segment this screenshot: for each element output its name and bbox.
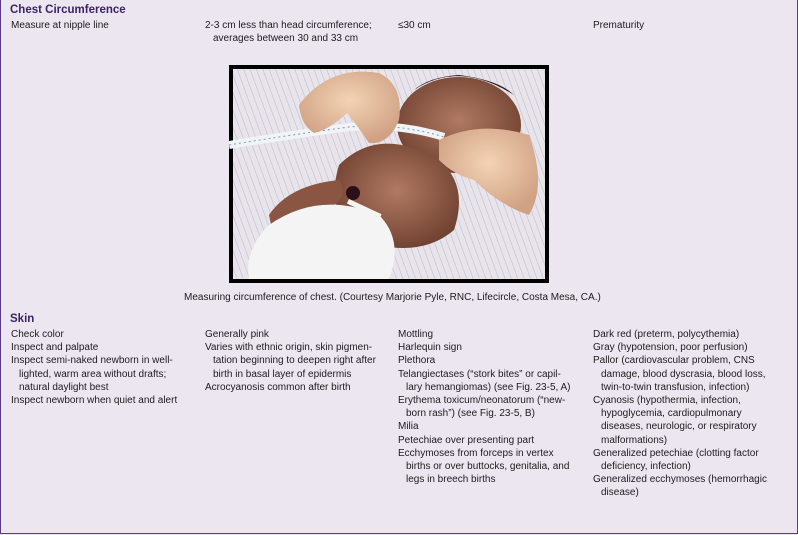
skin-col-normal bbox=[205, 328, 376, 394]
chest-col2-line: averages between 30 and 33 cm bbox=[213, 33, 359, 45]
skin-col3-line: Mottling bbox=[398, 329, 434, 340]
skin-col1-line: Check color bbox=[11, 329, 64, 340]
skin-col2-line: Acrocyanosis common after birth bbox=[205, 381, 351, 393]
chest-col-deviation bbox=[398, 19, 431, 32]
skin-col1-line: Inspect newborn when quiet and alert bbox=[11, 395, 178, 407]
chest-col3-line: ≤30 cm bbox=[398, 20, 431, 31]
skin-col4-line: malformations) bbox=[601, 434, 668, 446]
skin-col4-line: Dark red (preterm, polycythemia) bbox=[593, 329, 740, 340]
skin-col2-line: tation beginning to deepen right after bbox=[213, 355, 376, 367]
skin-col4-line: Generalized ecchymoses (hemorrhagic bbox=[593, 474, 767, 486]
skin-col3-line: Ecchymoses from forceps in vertex bbox=[398, 447, 554, 459]
skin-col3-line: legs in breech births bbox=[406, 474, 496, 486]
skin-col3-line: Petechiae over presenting part bbox=[398, 434, 535, 446]
figure-caption: Measuring circumference of chest. (Courtesy Marjorie Pyle, RNC, Lifecircle, Costa Mesa, CA.) bbox=[184, 292, 601, 303]
skin-col4-line: hypoglycemia, cardiopulmonary bbox=[601, 408, 742, 420]
skin-col2-line: Varies with ethnic origin, skin pigmen- bbox=[205, 342, 373, 354]
skin-col4-line: damage, blood dyscrasia, blood loss, bbox=[601, 368, 766, 380]
newborn-chest-illustration bbox=[229, 65, 549, 283]
skin-col4-line: Cyanosis (hypothermia, infection, bbox=[593, 395, 741, 407]
skin-col2-item bbox=[205, 328, 376, 341]
skin-col1-item bbox=[11, 394, 177, 407]
skin-col4-line: Gray (hypotension, poor perfusion) bbox=[593, 342, 748, 354]
skin-col4-item bbox=[593, 341, 767, 354]
skin-col4-item bbox=[593, 394, 767, 447]
skin-col3-line: born rash”) (see Fig. 23-5, B) bbox=[406, 408, 535, 420]
skin-col3-line: births or over buttocks, genitalia, and bbox=[406, 461, 570, 473]
skin-col3-item bbox=[398, 447, 571, 487]
skin-col4-line: Generalized petechiae (clotting factor bbox=[593, 447, 759, 459]
skin-col3-item bbox=[398, 368, 571, 394]
skin-col2-item bbox=[205, 381, 376, 394]
skin-col1-line: Inspect and palpate bbox=[11, 342, 99, 354]
skin-col2-line: Generally pink bbox=[205, 329, 269, 340]
skin-col4-line: deficiency, infection) bbox=[601, 461, 691, 473]
chest-col1-line: Measure at nipple line bbox=[11, 20, 109, 31]
chest-col-assessment bbox=[11, 19, 109, 32]
skin-section-title: Skin bbox=[10, 313, 35, 325]
skin-col4-item bbox=[593, 328, 767, 341]
skin-col1-item bbox=[11, 328, 177, 341]
skin-col3-line: lary hemangiomas) (see Fig. 23-5, A) bbox=[406, 381, 571, 393]
skin-col3-item bbox=[398, 341, 571, 354]
skin-col3-item bbox=[398, 434, 571, 447]
skin-col4-line: diseases, neurologic, or respiratory bbox=[601, 421, 757, 433]
chest-section-title: Chest Circumference bbox=[10, 4, 126, 16]
skin-col2-item bbox=[205, 341, 376, 381]
skin-col1-item bbox=[11, 354, 177, 394]
skin-col1-line: natural daylight best bbox=[19, 381, 109, 393]
skin-col4-item bbox=[593, 447, 767, 473]
skin-col3-line: Erythema toxicum/neonatorum (“new- bbox=[398, 395, 566, 407]
chest-col-problems bbox=[593, 19, 644, 32]
skin-col3-line: Harlequin sign bbox=[398, 342, 462, 354]
skin-col1-line: Inspect semi-naked newborn in well- bbox=[11, 355, 173, 367]
skin-col1-item bbox=[11, 341, 177, 354]
skin-col4-line: disease) bbox=[601, 487, 639, 499]
skin-col4-item bbox=[593, 354, 767, 394]
chest-col-normal bbox=[205, 19, 372, 45]
skin-col3-item bbox=[398, 354, 571, 367]
chest-col4-line: Prematurity bbox=[593, 20, 645, 31]
skin-col4-line: Pallor (cardiovascular problem, CNS bbox=[593, 355, 755, 367]
chest-col2-line: 2-3 cm less than head circumference; bbox=[205, 20, 372, 31]
skin-col3-item bbox=[398, 394, 571, 420]
chest-measurement-photo bbox=[229, 65, 549, 283]
skin-col3-item bbox=[398, 420, 571, 433]
skin-col3-line: Plethora bbox=[398, 355, 436, 367]
skin-col-assessment bbox=[11, 328, 177, 407]
skin-col3-line: Milia bbox=[398, 421, 419, 433]
skin-col3-item bbox=[398, 328, 571, 341]
skin-col4-item bbox=[593, 473, 767, 499]
skin-col1-line: lighted, warm area without drafts; bbox=[19, 368, 167, 380]
skin-col-deviation bbox=[398, 328, 571, 486]
skin-col-problems bbox=[593, 328, 767, 500]
skin-col3-line: Telangiectases (“stork bites” or capil- bbox=[398, 368, 561, 380]
skin-col2-line: birth in basal layer of epidermis bbox=[213, 368, 352, 380]
skin-col4-line: twin-to-twin transfusion, infection) bbox=[601, 381, 750, 393]
